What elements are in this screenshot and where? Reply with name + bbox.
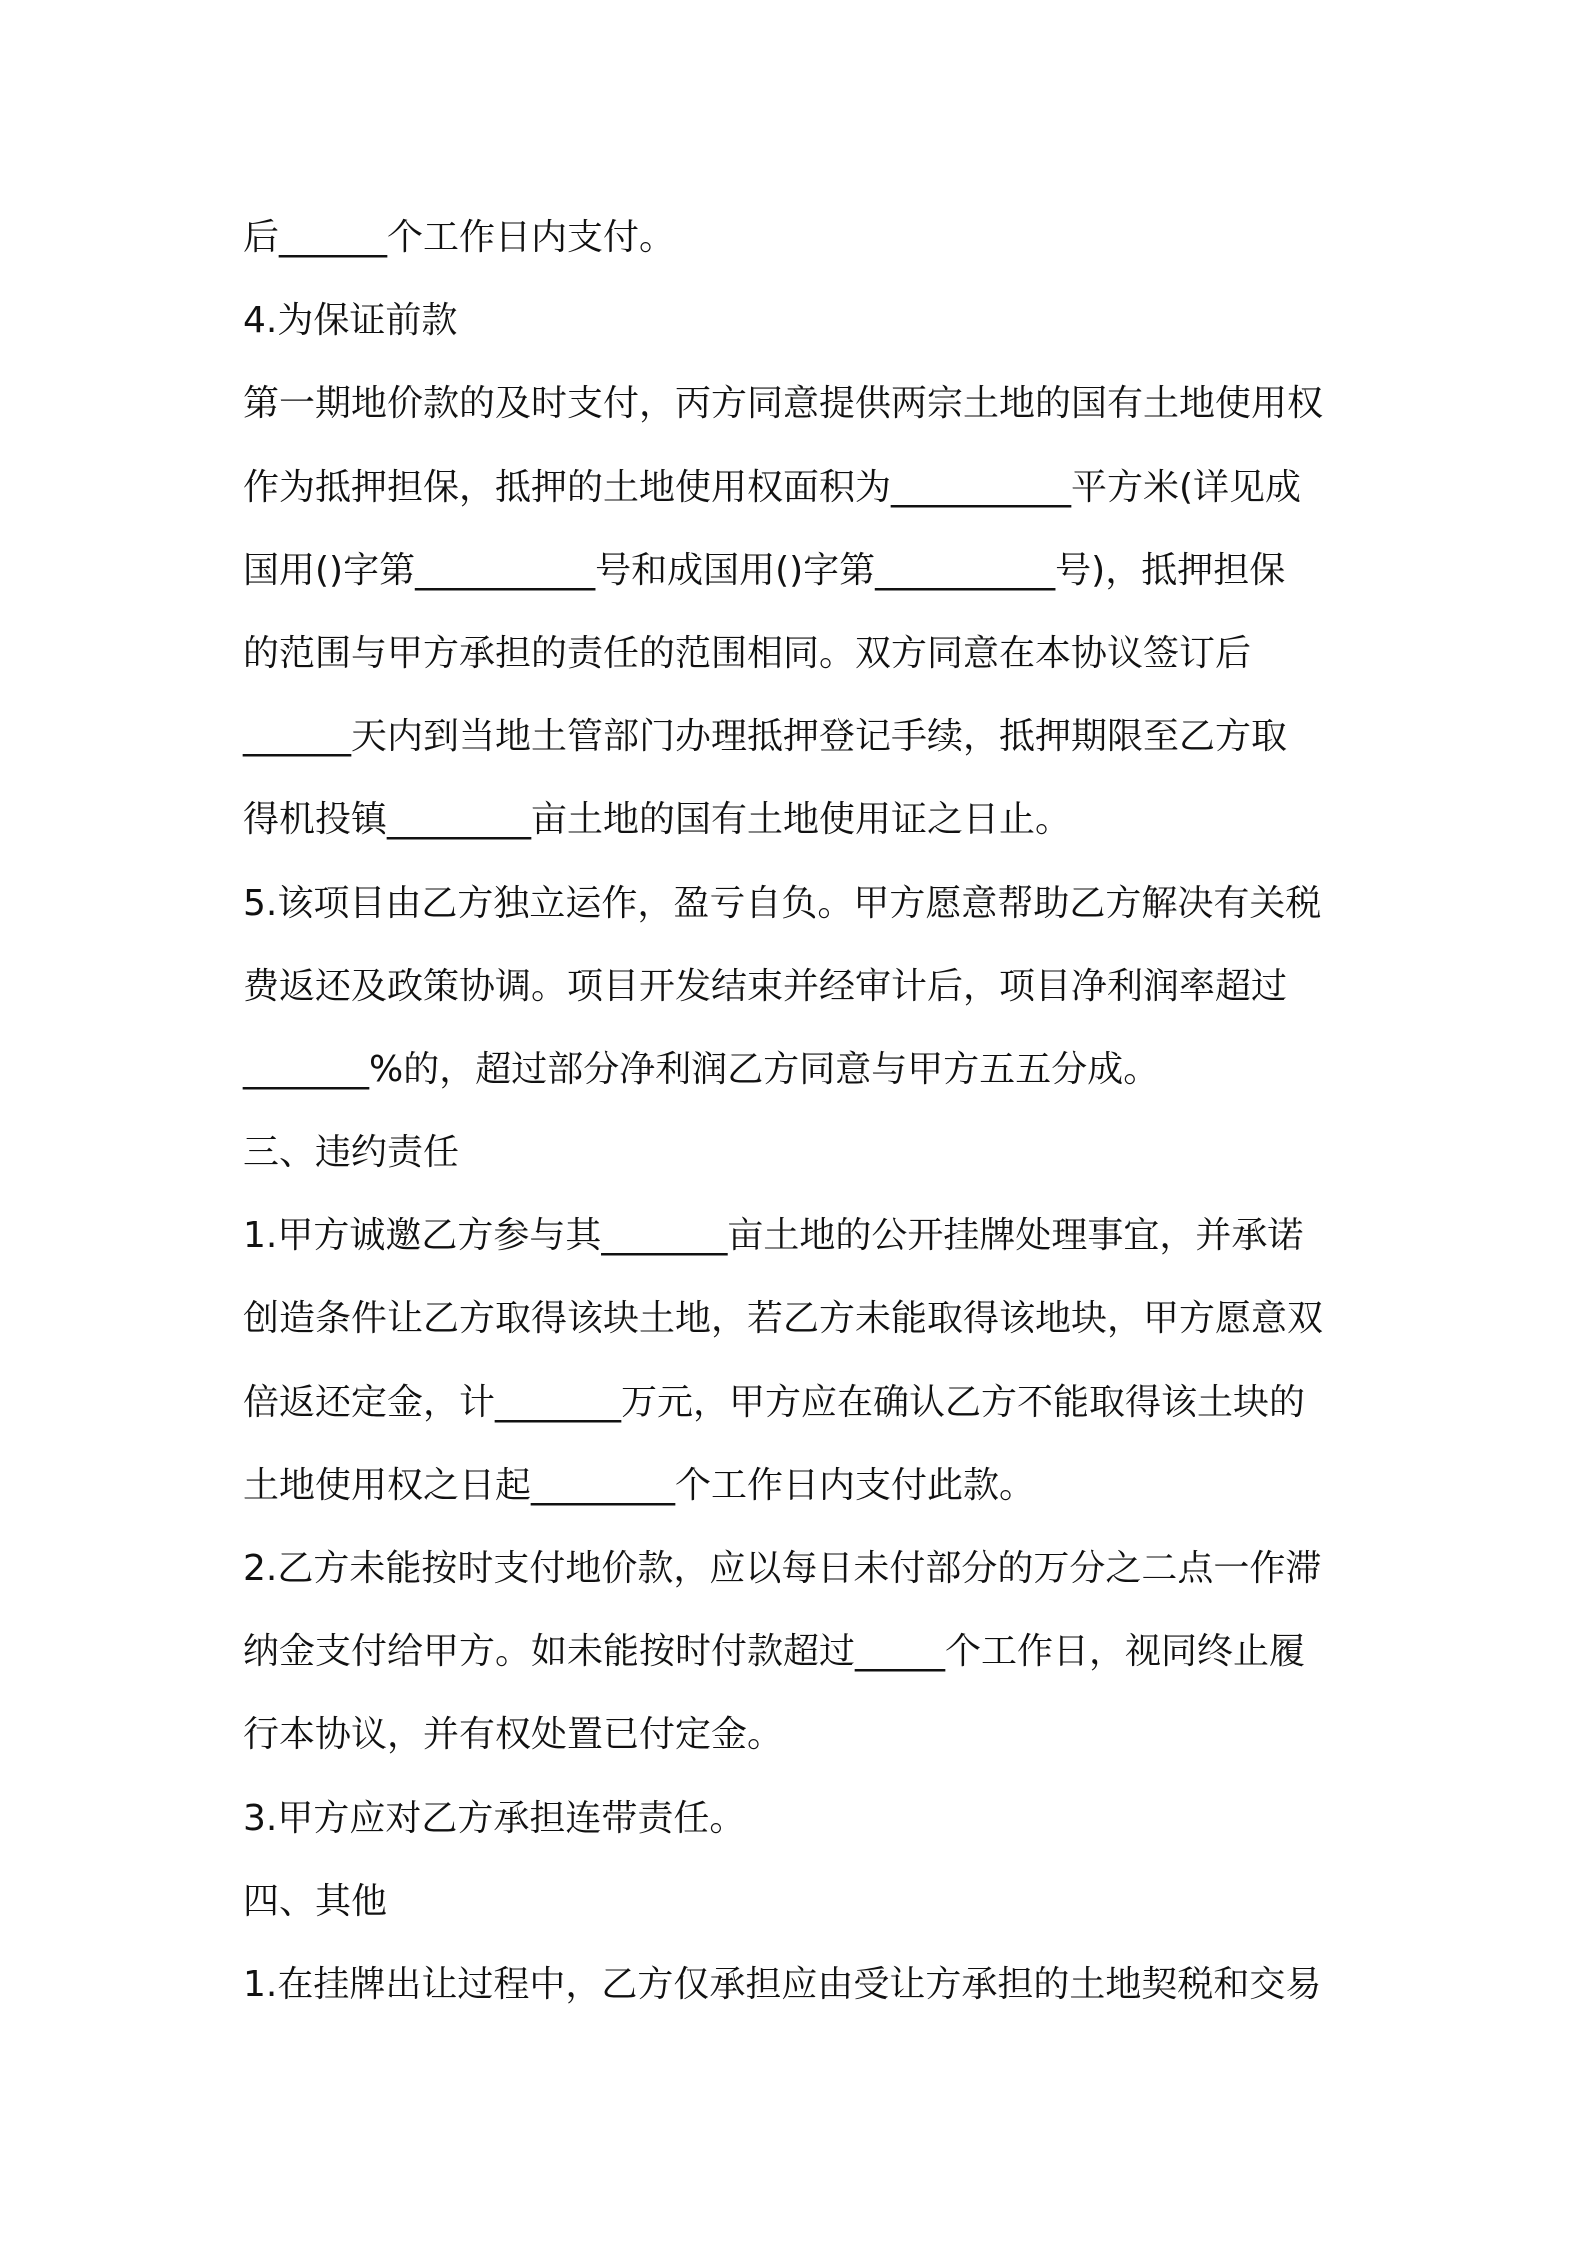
section-heading: 四、其他 <box>243 1880 388 1922</box>
section-heading: 三、违约责任 <box>243 1132 460 1174</box>
text-line: ______天内到当地土管部门办理抵押登记手续，抵押期限至乙方取 <box>243 716 1288 758</box>
text-line: 土地使用权之日起________个工作日内支付此款。 <box>243 1464 1036 1506</box>
text-line: 后______个工作日内支付。 <box>243 217 676 258</box>
text-line: 1.甲方诚邀乙方参与其_______亩土地的公开挂牌处理事宜，并承诺 <box>243 1215 1304 1257</box>
text-line: 5.该项目由乙方独立运作，盈亏自负。甲方愿意帮助乙方解决有关税 <box>243 882 1322 924</box>
text-line: 倍返还定金，计_______万元，甲方应在确认乙方不能取得该土块的 <box>243 1381 1306 1423</box>
text-line: 的范围与甲方承担的责任的范围相同。双方同意在本协议签订后 <box>243 632 1252 674</box>
text-line: 3.甲方应对乙方承担连带责任。 <box>243 1797 746 1839</box>
text-line: 费返还及政策协调。项目开发结束并经审计后，项目净利润率超过 <box>243 965 1288 1007</box>
text-line: 行本协议，并有权处置已付定金。 <box>243 1714 784 1756</box>
text-line: 得机投镇________亩土地的国有土地使用证之日止。 <box>243 799 1072 841</box>
text-line: 纳金支付给甲方。如未能按时付款超过_____个工作日，视同终止履 <box>243 1631 1306 1673</box>
text-line: 创造条件让乙方取得该块土地，若乙方未能取得该地块，甲方愿意双 <box>243 1298 1324 1340</box>
text-line: 2.乙方未能按时支付地价款，应以每日未付部分的万分之二点一作滞 <box>243 1548 1322 1589</box>
section-heading: 4.为保证前款 <box>243 300 458 342</box>
text-line: 1.在挂牌出让过程中，乙方仅承担应由受让方承担的土地契税和交易 <box>243 1963 1322 2005</box>
document-body <box>243 196 1368 2026</box>
text-line: 作为抵押担保，抵押的土地使用权面积为__________平方米(详见成 <box>243 466 1302 508</box>
text-line: 国用()字第__________号和成国用()字第__________号)，抵押担保 <box>243 549 1286 591</box>
text-line: _______%的，超过部分净利润乙方同意与甲方五五分成。 <box>243 1048 1160 1090</box>
text-line: 第一期地价款的及时支付，丙方同意提供两宗土地的国有土地使用权 <box>243 383 1324 425</box>
